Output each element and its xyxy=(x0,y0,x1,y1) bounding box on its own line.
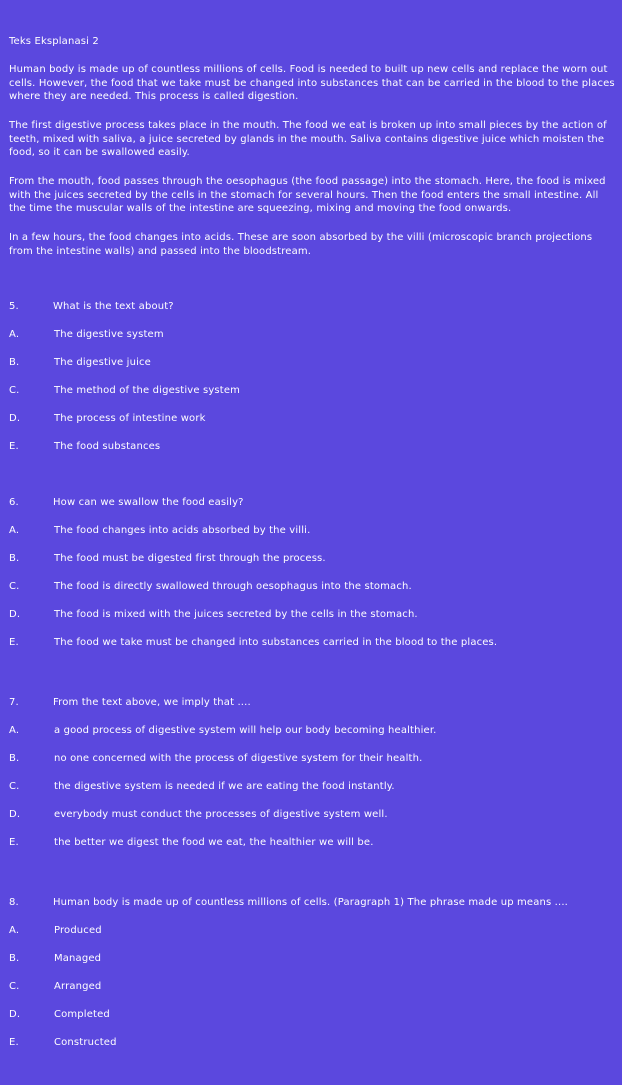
option-text: The digestive system xyxy=(54,329,164,340)
option-letter: C. xyxy=(9,981,20,992)
option-text: The food must be digested first through the process. xyxy=(54,553,326,564)
option-letter: D. xyxy=(9,809,21,820)
question-text: What is the text about? xyxy=(53,301,174,312)
question-text: From the text above, we imply that .... xyxy=(53,697,251,708)
paragraph-4: In a few hours, the food changes into acids. These are soon absorbed by the villi (microscopic branch projections from the intestine walls) and passed into the bloodstream. xyxy=(9,232,593,257)
option-letter: D. xyxy=(9,609,21,620)
option-text: The method of the digestive system xyxy=(54,385,241,396)
option-text: the better we digest the food we eat, the healthier we will be. xyxy=(54,837,374,848)
option-letter: D. xyxy=(9,1009,21,1020)
option-text: The food we take must be changed into substances carried in the blood to the places. xyxy=(54,637,498,648)
option-letter: A. xyxy=(9,329,20,340)
option-letter: E. xyxy=(9,837,19,848)
option-text: The digestive juice xyxy=(54,357,151,368)
option-letter: B. xyxy=(9,753,20,764)
option-text: The food is mixed with the juices secreted by the cells in the stomach. xyxy=(54,609,418,620)
paragraph-3: From the mouth, food passes through the oesophagus (the food passage) into the stomach. Here, the food is mixed with the juices secreted by the cells in the stomach for several hours. Then the food enters the small intestine. All the time the muscular walls of the intestine are squeezing, mixing and moving the food onwards. xyxy=(9,176,606,214)
document-title: Teks Eksplanasi 2 xyxy=(9,36,99,47)
option-text: everybody must conduct the processes of digestive system well. xyxy=(54,809,388,820)
option-text: Arranged xyxy=(54,981,102,992)
option-letter: C. xyxy=(9,581,20,592)
option-letter: B. xyxy=(9,553,20,564)
option-letter: D. xyxy=(9,413,21,424)
question-number: 6. xyxy=(9,497,19,508)
option-text: The food is directly swallowed through oesophagus into the stomach. xyxy=(54,581,412,592)
question-text: Human body is made up of countless millions of cells. (Paragraph 1) The phrase made up means .... xyxy=(53,897,568,908)
option-letter: E. xyxy=(9,441,19,452)
paragraph-1: Human body is made up of countless millions of cells. Food is needed to built up new cells and replace the worn out cells. However, the food that we take must be changed into substances that can be carried in the blood to the places where they are needed. This process is called digestion. xyxy=(9,64,615,102)
option-letter: E. xyxy=(9,637,19,648)
option-text: Constructed xyxy=(54,1037,117,1048)
option-text: Completed xyxy=(54,1009,110,1020)
option-letter: C. xyxy=(9,385,20,396)
option-text: Managed xyxy=(54,953,102,964)
option-letter: A. xyxy=(9,925,20,936)
question-text: How can we swallow the food easily? xyxy=(53,497,244,508)
option-text: The food substances xyxy=(54,441,161,452)
option-text: Produced xyxy=(54,925,102,936)
option-text: The food changes into acids absorbed by the villi. xyxy=(54,525,311,536)
option-letter: B. xyxy=(9,953,20,964)
option-letter: B. xyxy=(9,357,20,368)
option-text: no one concerned with the process of digestive system for their health. xyxy=(54,753,423,764)
option-letter: C. xyxy=(9,781,20,792)
option-text: The process of intestine work xyxy=(54,413,206,424)
option-text: the digestive system is needed if we are eating the food instantly. xyxy=(54,781,395,792)
paragraph-2: The first digestive process takes place in the mouth. The food we eat is broken up into small pieces by the action of teeth, mixed with saliva, a juice secreted by glands in the mouth. Saliva contains digestive juice which moisten the food, so it can be swallowed easily. xyxy=(9,120,607,158)
question-number: 7. xyxy=(9,697,19,708)
option-letter: A. xyxy=(9,525,20,536)
option-text: a good process of digestive system will help our body becoming healthier. xyxy=(54,725,437,736)
option-letter: A. xyxy=(9,725,20,736)
question-number: 8. xyxy=(9,897,19,908)
option-letter: E. xyxy=(9,1037,19,1048)
question-number: 5. xyxy=(9,301,19,312)
